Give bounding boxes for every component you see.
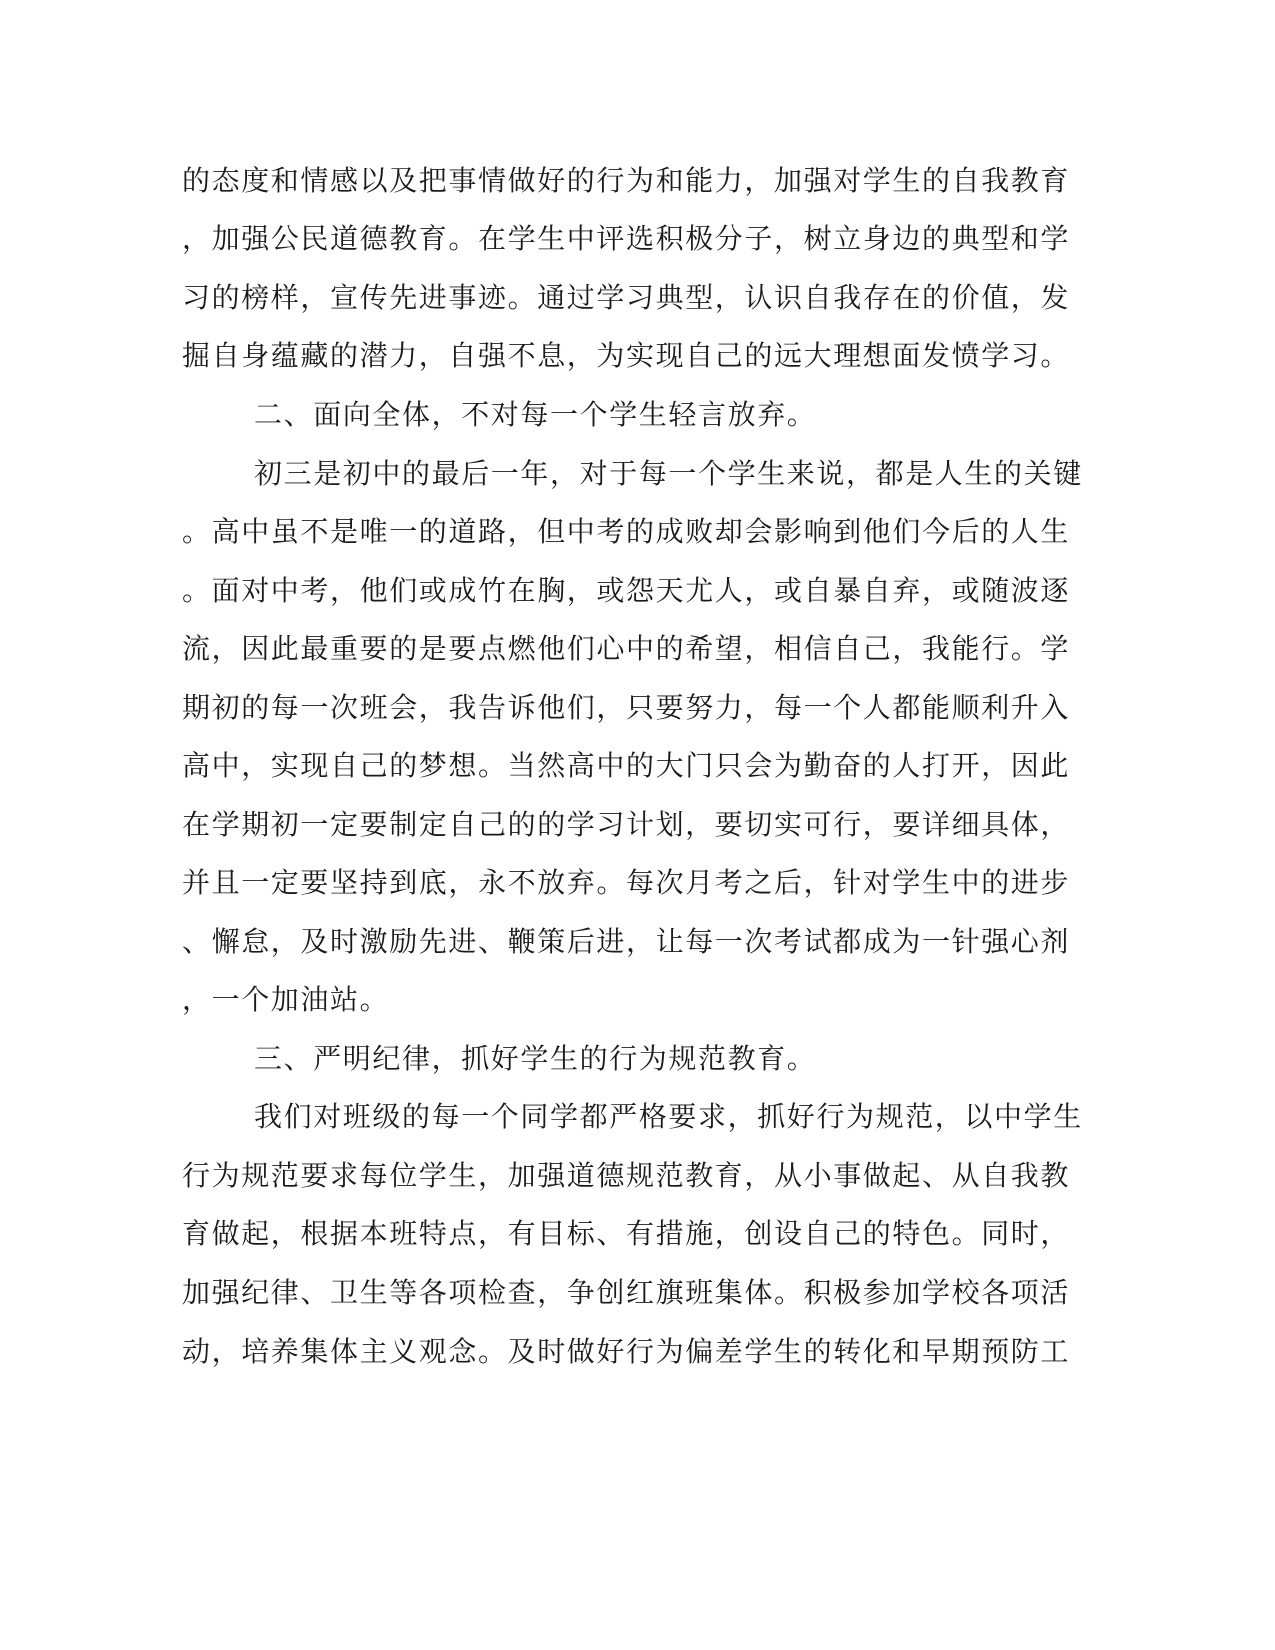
text-line: 初三是初中的最后一年，对于每一个学生来说，都是人生的关键 — [254, 457, 1083, 490]
text-line: 掘自身蕴藏的潜力，自强不息，为实现自己的远大理想面发愤学习。 — [182, 339, 1071, 372]
text-line: ，加强公民道德教育。在学生中评选积极分子，树立身边的典型和学 — [182, 222, 1071, 255]
text-line: 、懈怠，及时激励先进、鞭策后进，让每一次考试都成为一针强心剂 — [182, 925, 1071, 958]
text-line: 加强纪律、卫生等各项检查，争创红旗班集体。积极参加学校各项活 — [182, 1276, 1071, 1309]
text-line: 习的榜样，宣传先进事迹。通过学习典型，认识自我存在的价值，发 — [182, 281, 1071, 314]
text-line: 育做起，根据本班特点，有目标、有措施，创设自己的特色。同时， — [182, 1217, 1071, 1250]
section-heading: 二、面向全体，不对每一个学生轻言放弃。 — [254, 398, 817, 431]
text-line: 动，培养集体主义观念。及时做好行为偏差学生的转化和早期预防工 — [182, 1335, 1071, 1368]
text-line: 高中，实现自己的梦想。当然高中的大门只会为勤奋的人打开，因此 — [182, 749, 1071, 782]
section-heading: 三、严明纪律，抓好学生的行为规范教育。 — [254, 1042, 817, 1075]
text-line: 在学期初一定要制定自己的的学习计划，要切实可行，要详细具体， — [182, 808, 1071, 841]
text-line: 并且一定要坚持到底，永不放弃。每次月考之后，针对学生中的进步 — [182, 866, 1071, 899]
text-line: 期初的每一次班会，我告诉他们，只要努力，每一个人都能顺利升入 — [182, 691, 1071, 724]
text-line: 我们对班级的每一个同学都严格要求，抓好行为规范，以中学生 — [254, 1100, 1083, 1133]
text-line: ，一个加油站。 — [182, 983, 390, 1016]
text-line: 流，因此最重要的是要点燃他们心中的希望，相信自己，我能行。学 — [182, 632, 1071, 665]
text-line: 。面对中考，他们或成竹在胸，或怨天尤人，或自暴自弃，或随波逐 — [182, 574, 1071, 607]
text-line: 行为规范要求每位学生，加强道德规范教育，从小事做起、从自我教 — [182, 1159, 1071, 1192]
text-line: 。高中虽不是唯一的道路，但中考的成败却会影响到他们今后的人生 — [182, 515, 1071, 548]
text-line: 的态度和情感以及把事情做好的行为和能力，加强对学生的自我教育 — [182, 164, 1071, 197]
